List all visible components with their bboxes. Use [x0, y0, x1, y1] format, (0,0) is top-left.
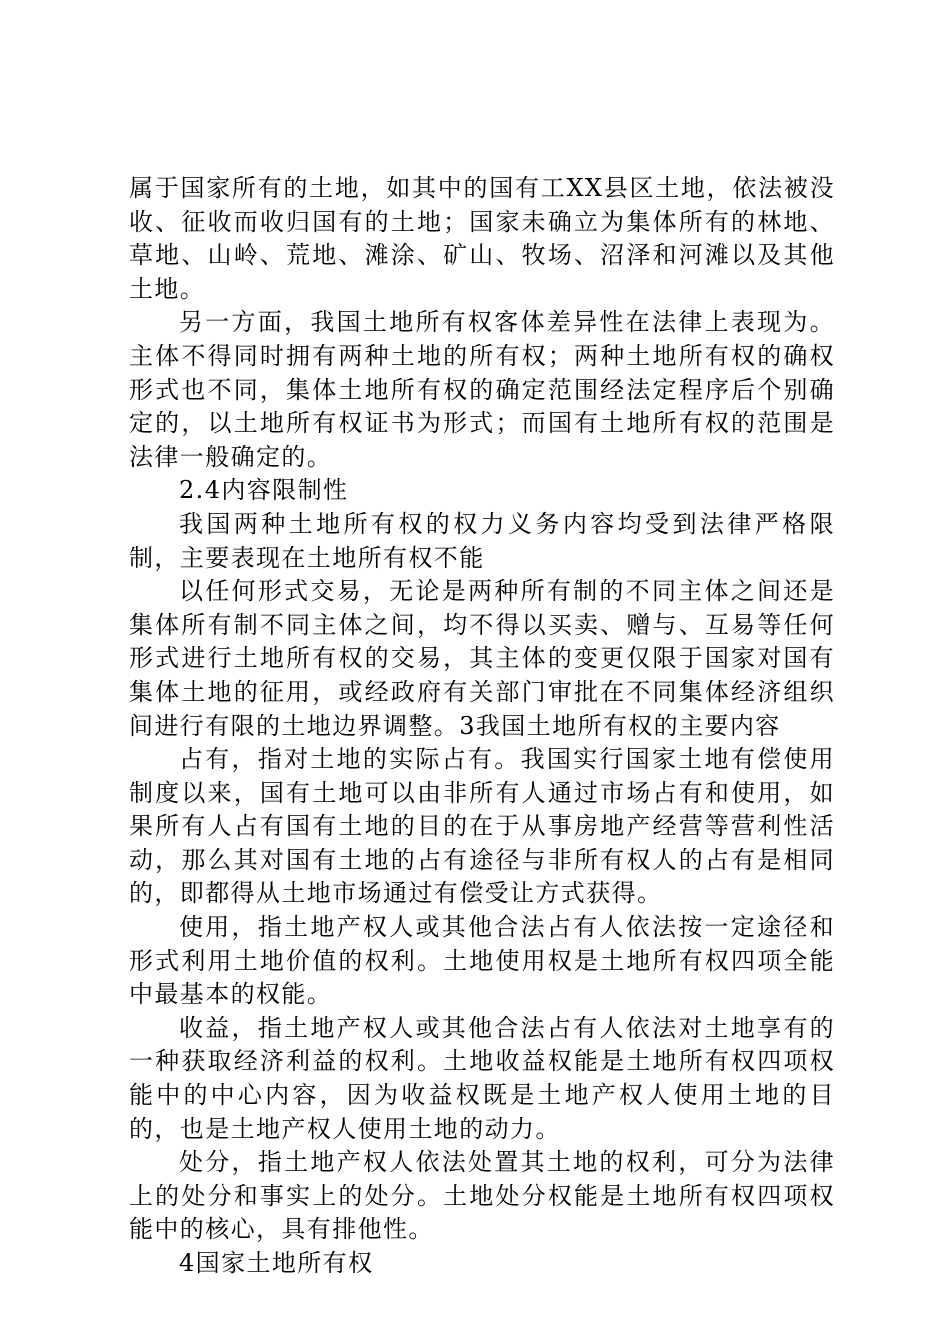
paragraph-income: 收益，指土地产权人或其他合法占有人依法对土地享有的一种获取经济利益的权利。土地收益权能是土地所有权四项权能中的中心内容，因为收益权既是土地产权人使用土地的目的，也是土地产权人使用土地的动力。 — [129, 1013, 835, 1143]
paragraph-disposal: 处分，指土地产权人依法处置其土地的权利，可分为法律上的处分和事实上的处分。土地处分权能是土地所有权四项权能中的核心，具有排他性。 — [129, 1148, 835, 1244]
paragraph-no-trade: 以任何形式交易，无论是两种所有制的不同主体之间还是集体所有制不同主体之间，均不得以买卖、赠与、互易等任何形式进行土地所有权的交易，其主体的变更仅限于国家对国有集体土地的征用，或经政府有关部门审批在不同集体经济组织间进行有限的土地边界调整。3我国土地所有权的主要内容 — [129, 577, 835, 740]
paragraph-possession: 占有，指对土地的实际占有。我国实行国家土地有偿使用制度以来，国有土地可以由非所有人通过市场占有和使用，如果所有人占有国有土地的目的在于从事房地产经营等营利性活动，那么其对国有土地的占有途径与非所有权人的占有是相同的，即都得从土地市场通过有偿受让方式获得。 — [129, 745, 835, 908]
paragraph-state-owned-land: 属于国家所有的土地，如其中的国有工XX县区土地，依法被没收、征收而收归国有的土地；国家未确立为集体所有的林地、草地、山岭、荒地、滩涂、矿山、牧场、沼泽和河滩以及其他土地。 — [129, 174, 835, 303]
paragraph-object-difference: 另一方面，我国土地所有权客体差异性在法律上表现为。主体不得同时拥有两种土地的所有权；两种土地所有权的确权形式也不同，集体土地所有权的确定范围经法定程序后个别确定的，以土地所有权证书为形式；而国有土地所有权的范围是法律一般确定的。 — [129, 308, 835, 471]
section-heading-state-ownership: 4国家土地所有权 — [179, 1249, 374, 1277]
document-page — [129, 172, 835, 1281]
section-heading-content-restriction: 2.4内容限制性 — [179, 476, 349, 505]
paragraph-use: 使用，指土地产权人或其他合法占有人依法按一定途径和形式利用土地价值的权利。土地使用权是土地所有权四项全能中最基本的权能。 — [129, 913, 835, 1009]
paragraph-legal-restriction: 我国两种土地所有权的权力义务内容均受到法律严格限制，主要表现在土地所有权不能 — [129, 509, 835, 572]
